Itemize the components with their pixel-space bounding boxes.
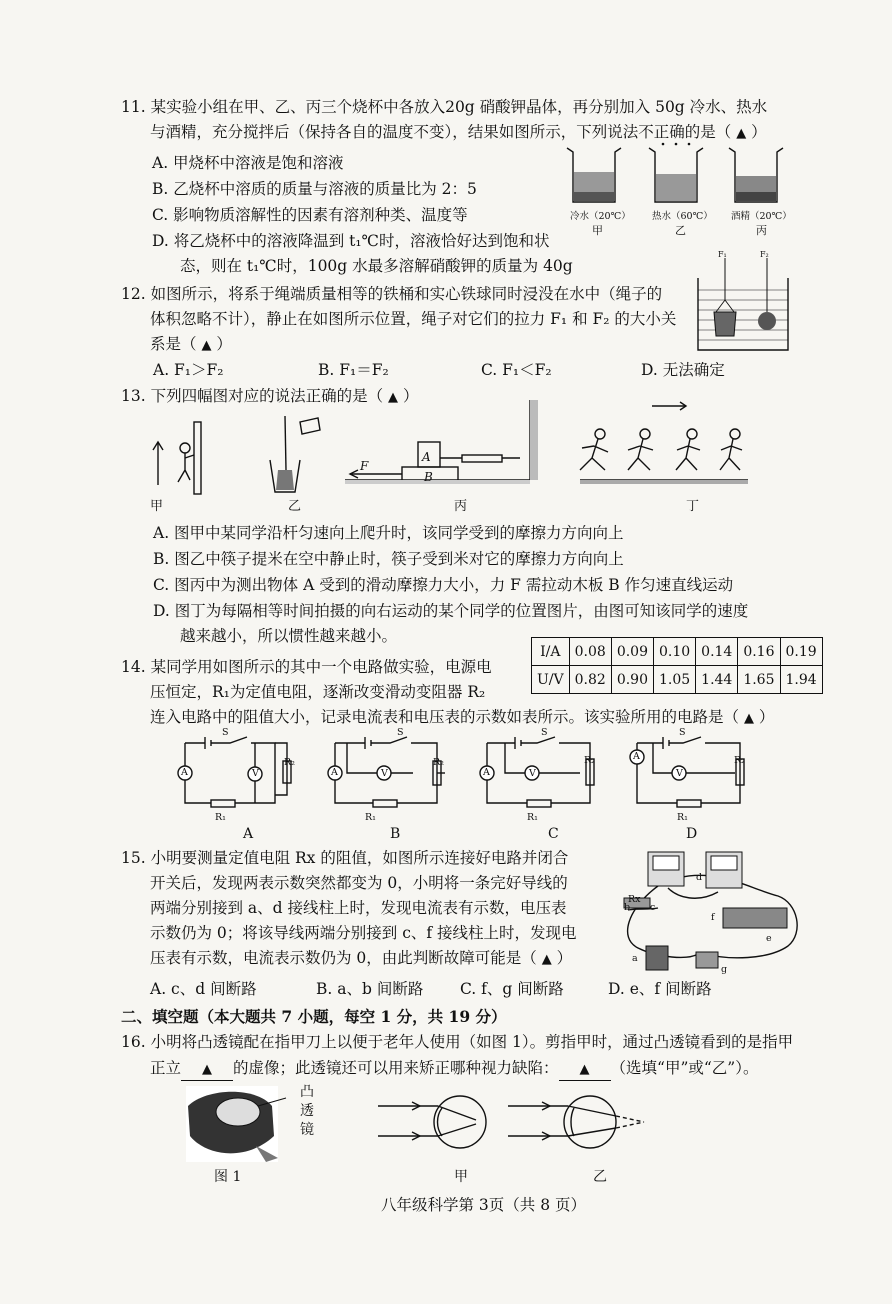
terminal-e: e (766, 933, 772, 944)
eye-label-yi: 乙 (593, 1169, 607, 1185)
terminal-g: g (721, 964, 728, 975)
q13-option-c: C. 图丙中为测出物体 A 受到的滑动摩擦力大小，力 F 需拉动木板 B 作匀速直线运动 (153, 576, 734, 594)
q15-line2: 开关后，发现两表示数突然都变为 0，小明将一条完好导线的 (150, 874, 568, 892)
q15-option-b: B. a、b 间断路 (316, 980, 424, 998)
row-header: I/A (532, 638, 570, 666)
q12-option-c: C. F₁＜F₂ (481, 361, 552, 379)
answer-mark: ▲ (736, 126, 747, 141)
q13-option-d: D. 图丁为每隔相等时间拍摄的向右运动的某个同学的位置图片，由图可知该同学的速度 (153, 602, 749, 620)
beaker-caption-1: 冷水（20℃） (570, 211, 631, 222)
terminal-c: c (650, 902, 656, 913)
voltmeter-symbol: V (676, 768, 683, 779)
resistor-label: R₁ (677, 812, 688, 823)
q15-line3: 两端分别接到 a、d 接线柱上时，发现电流表有示数，电压表 (150, 899, 567, 917)
q12-stem-line3: 系是（ ▲ ） (150, 335, 232, 353)
answer-blank[interactable] (181, 1058, 233, 1081)
rheostat-label: R₂ (433, 757, 444, 768)
q12-option-d: D. 无法确定 (641, 361, 725, 379)
lens-label-1: 凸 (300, 1084, 314, 1100)
eye-label-jia: 甲 (454, 1169, 468, 1185)
voltmeter-symbol: V (529, 768, 536, 779)
answer-mark: ▲ (202, 1062, 213, 1077)
q13-option-d-cont: 越来越小，所以惯性越来越小。 (180, 627, 398, 645)
q11-stem-line1: 11. 某实验小组在甲、乙、丙三个烧杯中各放入20g 硝酸钾晶体，再分别加入 50g 冷水、热水 (121, 98, 768, 116)
q15-line1: 15. 小明要测量定值电阻 Rx 的阻值，如图所示连接好电路并闭合 (121, 849, 569, 867)
table-row (532, 638, 823, 666)
voltmeter-symbol: V (252, 768, 259, 779)
rheostat-label: R₂ (584, 755, 595, 766)
terminal-b: b (624, 902, 631, 913)
q11-option-c: C. 影响物质溶解性的因素有溶剂种类、温度等 (152, 206, 468, 224)
switch-symbol: S (541, 727, 548, 738)
terminal-f: f (711, 912, 715, 923)
resistor-label: R₁ (527, 812, 538, 823)
resistor-label: R₁ (365, 812, 376, 823)
table-cell: 0.09 (611, 638, 653, 666)
table-cell: 1.94 (780, 666, 822, 694)
answer-blank[interactable] (559, 1058, 611, 1081)
q14-stem-line3: 连入电路中的阻值大小，记录电流表和电压表的示数如表所示。该实验所用的电路是（ ▲ ） (150, 708, 775, 726)
resistor-rx-label: Rx (628, 894, 641, 905)
table-cell: 1.65 (738, 666, 780, 694)
q15-option-d: D. e、f 间断路 (608, 980, 712, 998)
circuit-letter-d: D (686, 826, 698, 842)
nail-clipper-photo (186, 1086, 286, 1162)
resistor-label: R₁ (215, 812, 226, 823)
ammeter-symbol: A (181, 767, 188, 778)
table-row (532, 666, 823, 694)
q11-stem-line2: 与酒精，充分搅拌后（保持各自的温度不变），结果如图所示，下列说法不正确的是（ ▲ ） (150, 123, 767, 141)
voltmeter-symbol: V (381, 768, 388, 779)
lens-label-2: 透 (300, 1103, 314, 1119)
lens-label-3: 镜 (300, 1122, 314, 1138)
table-cell: 0.16 (738, 638, 780, 666)
q14-data-table (531, 637, 823, 694)
q16-line1: 16. 小明将凸透镜配在指甲刀上以便于老年人使用（如图 1）。剪指甲时，通过凸透镜看到的是指甲 (121, 1033, 794, 1051)
rheostat-label: R₂ (284, 757, 295, 768)
fig-label-bing: 丙 (454, 499, 468, 514)
q11-option-d: D. 将乙烧杯中的溶液降温到 t₁℃时，溶液恰好达到饱和状 (152, 232, 550, 250)
q15-line4: 示数仍为 0；将该导线两端分别接到 c、f 接线柱上时，发现电 (150, 924, 577, 942)
force-f2-label: F₂ (760, 250, 769, 259)
switch-symbol: S (397, 727, 404, 738)
ammeter-symbol: A (483, 767, 490, 778)
force-f-label: F (360, 459, 369, 473)
q12-stem-line2: 体积忽略不计），静止在如图所示位置，绳子对它们的拉力 F₁ 和 F₂ 的大小关 (150, 310, 677, 328)
table-cell: 0.82 (569, 666, 611, 694)
q12-water-tank-figure (696, 250, 792, 355)
terminal-d: d (696, 872, 703, 883)
q11-option-a: A. 甲烧杯中溶液是饱和溶液 (152, 154, 344, 172)
block-a-label: A (422, 450, 431, 464)
q12-option-b: B. F₁＝F₂ (318, 361, 389, 379)
q13-figures (150, 400, 750, 490)
q13-option-a: A. 图甲中某同学沿杆匀速向上爬升时，该同学受到的摩擦力方向向上 (153, 524, 624, 542)
beaker-name-3: 丙 (756, 224, 767, 237)
beaker-caption-3: 酒精（20℃） (731, 211, 792, 222)
row-header: U/V (532, 666, 570, 694)
table-cell: 0.19 (780, 638, 822, 666)
q15-option-a: A. c、d 间断路 (150, 980, 257, 998)
table-cell: 0.90 (611, 666, 653, 694)
switch-symbol: S (222, 727, 229, 738)
q14-stem-line2: 压恒定，R₁为定值电阻，逐渐改变滑动变阻器 R₂ (150, 683, 486, 701)
table-cell: 0.10 (653, 638, 695, 666)
q11-option-b: B. 乙烧杯中溶质的质量与溶液的质量比为 2：5 (152, 180, 477, 198)
answer-mark: ▲ (541, 952, 552, 967)
eye-diagrams (376, 1090, 676, 1170)
q11-option-d-cont: 态，则在 t₁℃时，100g 水最多溶解硝酸钾的质量为 40g (180, 257, 573, 275)
figure-1-caption: 图 1 (214, 1169, 242, 1185)
circuit-letter-b: B (390, 826, 401, 842)
terminal-a: a (632, 953, 638, 964)
fig-label-jia: 甲 (150, 499, 164, 514)
force-f1-label: F₁ (718, 250, 727, 259)
board-b-label: B (424, 470, 433, 484)
page-footer: 八年级科学第 3页（共 8 页） (381, 1196, 587, 1214)
circuit-letter-a: A (243, 826, 254, 842)
fig-label-ding: 丁 (686, 499, 700, 514)
q14-stem-line1: 14. 某同学用如图所示的其中一个电路做实验，电源电 (121, 658, 492, 676)
answer-mark: ▲ (201, 338, 212, 353)
beaker-caption-2: 热水（60℃） (652, 211, 713, 222)
beaker-name-2: 乙 (675, 224, 686, 237)
q12-stem-line1: 12. 如图所示，将系于绳端质量相等的铁桶和实心铁球同时浸没在水中（绳子的 (121, 285, 663, 303)
q16-line2: 正立 ▲ 的虚像；此透镜还可以用来矫正哪种视力缺陷： ▲ （选填“甲”或“乙”）。 (150, 1058, 758, 1081)
q13-stem: 13. 下列四幅图对应的说法正确的是（ ▲ ） (121, 387, 419, 405)
answer-mark: ▲ (388, 390, 399, 405)
fig-label-yi: 乙 (288, 499, 302, 514)
circuit-letter-c: C (548, 826, 559, 842)
switch-symbol: S (679, 727, 686, 738)
ammeter-symbol: A (331, 767, 338, 778)
q13-option-b: B. 图乙中筷子提米在空中静止时，筷子受到米对它的摩擦力方向向上 (153, 550, 624, 568)
ammeter-symbol: A (633, 751, 640, 762)
beaker-name-1: 甲 (592, 224, 603, 237)
q15-option-c: C. f、g 间断路 (460, 980, 564, 998)
table-cell: 1.44 (696, 666, 738, 694)
q15-line5: 压表有示数，电流表示数仍为 0，由此判断故障可能是（ ▲ ） (150, 949, 573, 967)
rheostat-label: R₂ (734, 755, 745, 766)
table-cell: 0.14 (696, 638, 738, 666)
q12-option-a: A. F₁＞F₂ (153, 361, 224, 379)
table-cell: 0.08 (569, 638, 611, 666)
table-cell: 1.05 (653, 666, 695, 694)
answer-mark: ▲ (743, 711, 754, 726)
section-2-heading: 二、填空题（本大题共 7 小题，每空 1 分，共 19 分） (121, 1007, 507, 1026)
answer-mark: ▲ (579, 1062, 590, 1077)
